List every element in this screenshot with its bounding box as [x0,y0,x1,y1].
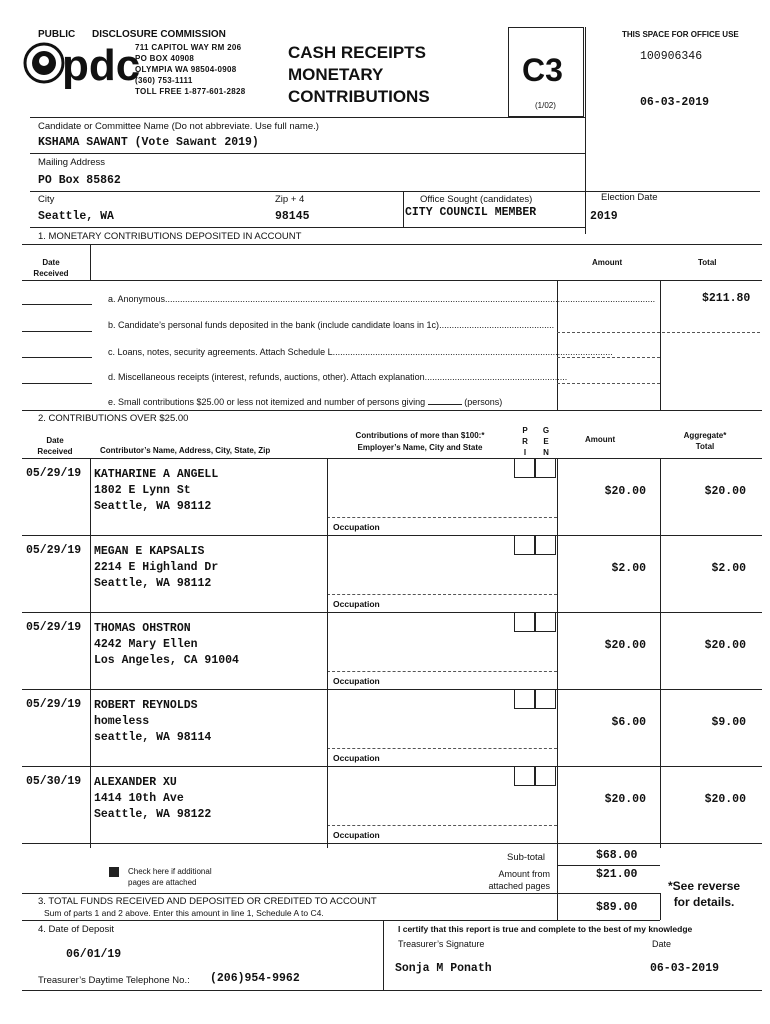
s1-date-header: Date Received [33,258,69,278]
occupation-label: Occupation [333,676,380,686]
section3-title: 3. TOTAL FUNDS RECEIVED AND DEPOSITED OR CREDITED TO ACCOUNT [38,896,377,907]
deposit-date: 06/01/19 [66,948,122,961]
s2-aggregate-header: Aggregate* Total [683,431,727,451]
deposit-date-label: 4. Date of Deposit [38,924,115,935]
general-checkbox[interactable] [534,535,556,555]
contributor-name: ROBERT REYNOLDS [94,699,198,712]
primary-checkbox[interactable] [514,612,536,632]
agency-address [135,42,246,97]
zip-label: Zip + 4 [275,194,305,205]
s1-line-e-label: e. Small contributions $25.00 or less not itemized and number of persons giving [108,397,426,407]
treasurer-phone: (206)954-9962 [210,972,300,985]
contribution-amount: $20.00 [604,639,646,652]
contribution-date: 05/29/19 [26,544,82,557]
treasurer-sign-date: 06-03-2019 [650,962,720,975]
mailing-address-label: Mailing Address [38,157,106,168]
address-line: PO BOX 40908 [135,54,195,63]
contributor-name: ALEXANDER XU [94,776,177,789]
address-line: (360) 753-1111 [135,76,193,85]
contributor-address: homeless [94,715,150,728]
occupation-label: Occupation [333,599,380,609]
contribution-aggregate: $2.00 [711,562,746,575]
s2-amount-header: Amount [585,435,616,444]
form-title [288,42,430,108]
s1-line-d: d. Miscellaneous receipts (interest, refunds, auctions, other). Attach explanation......................................................... [108,372,568,382]
s2-employer-header: Contributions of more than $100:* Employer’s Name, City and State [355,431,485,452]
subtotal-value: $68.00 [596,849,638,862]
additional-pages-checkbox[interactable] [109,867,119,877]
contributor-address: 1802 E Lynn St [94,484,191,497]
contributor-city: Los Angeles, CA 91004 [94,654,239,667]
contributor-city: Seattle, WA 98112 [94,577,212,590]
general-checkbox[interactable] [534,458,556,478]
committee-name-label: Candidate or Committee Name (Do not abbreviate. Use full name.) [38,121,319,132]
section2-title: 2. CONTRIBUTIONS OVER $25.00 [38,413,189,424]
committee-name: KSHAMA SAWANT (Vote Sawant 2019) [38,136,259,149]
pdc-logo [22,40,141,90]
attached-label: Amount from attached pages [488,869,550,891]
election-date: 2019 [590,210,618,223]
form-title-line: CONTRIBUTIONS [288,87,430,106]
s1-line-a-label: a. Anonymous [108,294,166,304]
contributor-name: MEGAN E KAPSALIS [94,545,205,558]
s1-line-e [108,397,502,407]
subtotal-label: Sub-total [507,852,546,863]
s1-line-b-label: b. Candidate’s personal funds deposited in the bank (include candidate loans in 1c) [108,320,440,330]
general-checkbox[interactable] [534,766,556,786]
contribution-date: 05/30/19 [26,775,82,788]
general-checkbox[interactable] [534,612,556,632]
occupation-label: Occupation [333,830,380,840]
form-title-line: MONETARY [288,65,384,84]
form-version: (1/02) [535,101,556,110]
city-label: City [38,194,55,205]
section3-total: $89.00 [596,901,638,914]
mailing-address: PO Box 85862 [38,174,121,187]
primary-checkbox[interactable] [514,766,536,786]
certify-statement: I certify that this report is true and complete to the best of my knowledge [398,924,693,934]
contribution-aggregate: $9.00 [711,716,746,729]
s1-line-a: a. Anonymous.................................................................................................................................................................................................... [108,294,656,304]
see-reverse-note: *See reverse for details. [668,879,741,909]
primary-checkbox[interactable] [514,458,536,478]
contributor-city: Seattle, WA 98112 [94,500,212,513]
s1-line-c: c. Loans, notes, security agreements. Attach Schedule L................................................................................................................ [108,347,613,357]
sign-date-label: Date [652,939,672,949]
contribution-date: 05/29/19 [26,467,82,480]
election-date-label: Election Date [601,192,658,203]
section1-title: 1. MONETARY CONTRIBUTIONS DEPOSITED IN ACCOUNT [38,231,302,242]
s2-contributor-header: Contributor’s Name, Address, City, State, Zip [100,446,271,455]
contribution-amount: $20.00 [604,485,646,498]
s1-line-e-suffix: (persons) [464,397,503,407]
section3-subtitle: Sum of parts 1 and 2 above. Enter this amount in line 1, Schedule A to C4. [44,908,324,918]
s1-amount-header: Amount [592,258,623,267]
s1-total-header: Total [698,258,717,267]
contribution-date: 05/29/19 [26,621,82,634]
contribution-amount: $6.00 [611,716,646,729]
primary-checkbox[interactable] [514,689,536,709]
attached-value: $21.00 [596,868,638,881]
contributor-address: 4242 Mary Ellen [94,638,198,651]
s1-line-c-label: c. Loans, notes, security agreements. Attach Schedule L [108,347,333,357]
address-line: OLYMPIA WA 98504-0908 [135,65,237,74]
contributor-address: 2214 E Highland Dr [94,561,219,574]
agency-name-right: DISCLOSURE COMMISSION [92,29,226,40]
contributor-block [94,467,218,515]
s2-date-header: Date Received [37,436,73,456]
office-use-label: THIS SPACE FOR OFFICE USE [622,30,739,39]
contributor-block [94,544,218,592]
occupation-label: Occupation [333,522,380,532]
signature-label: Treasurer’s Signature [398,939,485,949]
s2-primary-header: P R I [522,426,528,457]
address-line: 711 CAPITOL WAY RM 206 [135,43,242,52]
general-checkbox[interactable] [534,689,556,709]
contributor-city: seattle, WA 98114 [94,731,212,744]
s1-line-d-label: d. Miscellaneous receipts (interest, refunds, auctions, other). Attach explanation [108,372,425,382]
contributor-address: 1414 10th Ave [94,792,184,805]
s1-line-b: b. Candidate’s personal funds deposited in the bank (include candidate loans in 1c).............................................. [108,320,555,330]
contribution-amount: $2.00 [611,562,646,575]
s1-a-total: $211.80 [702,292,751,305]
contributor-name: KATHARINE A ANGELL [94,468,219,481]
address-line: TOLL FREE 1-877-601-2828 [135,87,246,96]
office-date: 06-03-2019 [640,96,710,109]
contributor-city: Seattle, WA 98122 [94,808,212,821]
s2-general-header: G E N [542,426,550,457]
office-id: 100906346 [640,50,703,63]
contribution-aggregate: $20.00 [704,793,746,806]
office-sought: CITY COUNCIL MEMBER [405,206,537,219]
contributor-block [94,775,211,823]
phone-label: Treasurer’s Daytime Telephone No.: [38,975,190,986]
contribution-aggregate: $20.00 [704,639,746,652]
zip-value: 98145 [275,210,310,223]
contributor-block [94,698,211,746]
city-value: Seattle, WA [38,210,114,223]
treasurer-signature: Sonja M Ponath [395,962,492,975]
agency-name-left: PUBLIC [38,29,76,40]
contributor-block [94,621,239,669]
office-sought-label: Office Sought (candidates) [420,194,533,205]
form-code: C3 [522,52,563,88]
contribution-date: 05/29/19 [26,698,82,711]
contributor-name: THOMAS OHSTRON [94,622,191,635]
additional-pages-label: Check here if additional pages are attached [128,867,212,887]
occupation-label: Occupation [333,753,380,763]
form-title-line: CASH RECEIPTS [288,43,426,62]
contribution-aggregate: $20.00 [704,485,746,498]
primary-checkbox[interactable] [514,535,536,555]
logo-letters: pdc [62,41,141,90]
contribution-amount: $20.00 [604,793,646,806]
